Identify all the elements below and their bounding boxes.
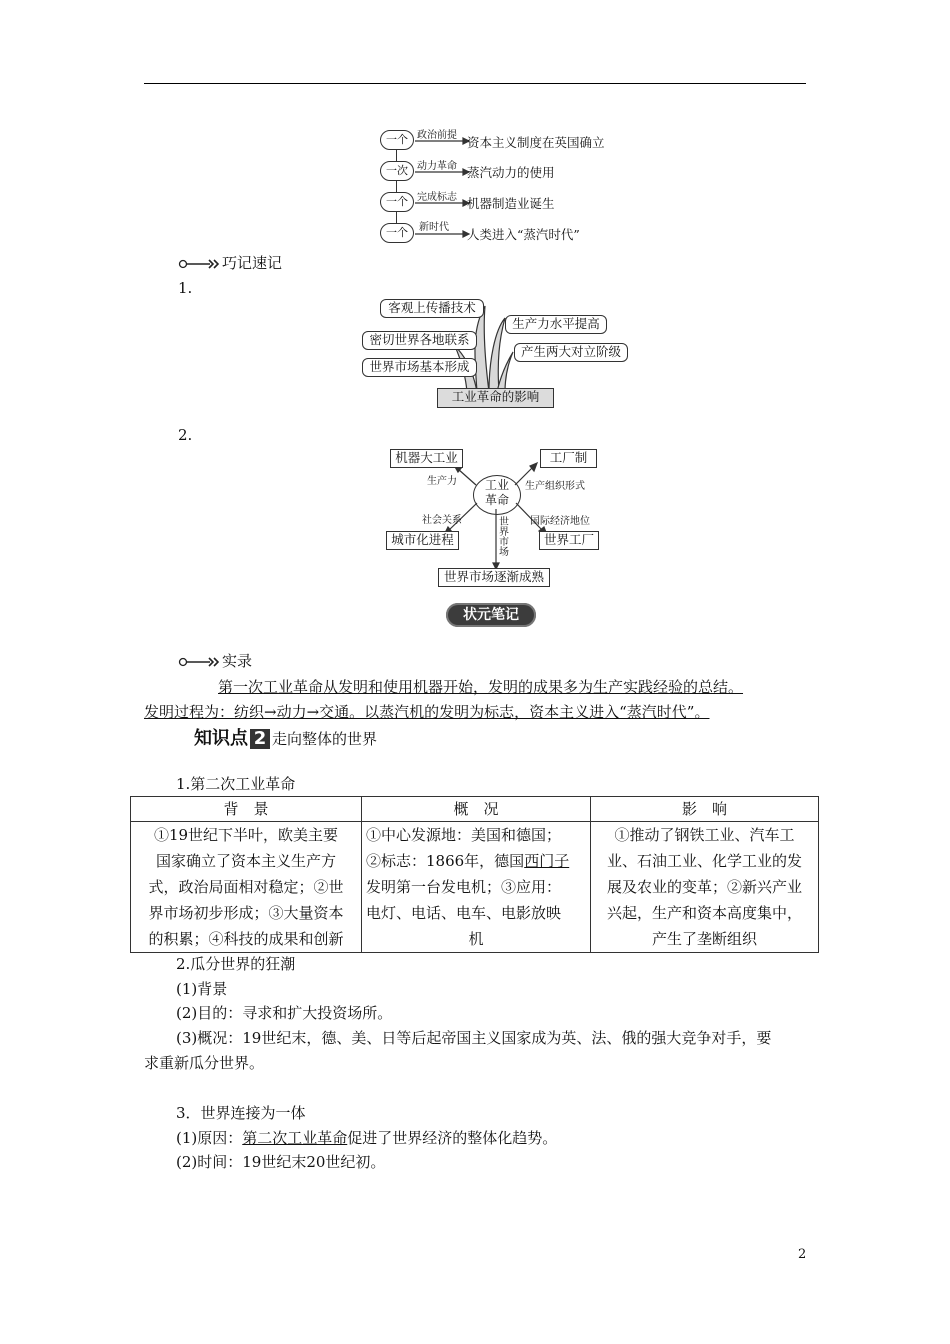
cell-text: ②标志：1866年，德国 xyxy=(366,852,525,870)
paragraph-text: 促进了世界经济的整体化趋势。 xyxy=(347,1129,558,1147)
notes-stamp: 状元笔记 xyxy=(446,603,536,627)
cell-line: 界市场初步形成；③大量资本 xyxy=(148,904,344,922)
table-header-cell: 背 景 xyxy=(131,797,362,822)
cell-line: 电灯、电话、电车、电影放映 xyxy=(366,904,562,922)
shilu-line: 发明过程为：纺织→动力→交通。以蒸汽机的发明为标志，资本主义进入“蒸汽时代”。 xyxy=(144,703,710,721)
mind-map-edge-label: 国际经济地位 xyxy=(530,516,590,527)
paragraph: (2)目的：寻求和扩大投资场所。 xyxy=(176,1004,393,1022)
arrow-bullet-icon xyxy=(178,258,222,270)
paragraph: (3)概况：19世纪末，德、美、日等后起帝国主义国家成为英、法、俄的强大竞争对手，要 xyxy=(176,1029,772,1047)
flow-step-result: 机器制造业诞生 xyxy=(467,196,555,211)
cell-line: 产生了垄断组织 xyxy=(651,930,757,948)
paragraph: 求重新瓜分世界。 xyxy=(144,1054,265,1072)
mind-map-edge-label: 生产力 xyxy=(427,476,457,487)
cell-line: 机 xyxy=(468,930,484,948)
cell-line: ①推动了钢铁工业、汽车工 xyxy=(614,826,795,844)
cell-line: 式，政治局面相对稳定；②世 xyxy=(148,878,344,896)
mind-map-edge-label: 社会关系 xyxy=(422,515,462,526)
memo-item-number: 2. xyxy=(178,426,193,444)
paragraph: (2)时间：19世纪末20世纪初。 xyxy=(176,1153,386,1171)
shilu-line: 第一次工业革命从发明和使用机器开始，发明的成果多为生产实践经验的总结。 xyxy=(218,678,744,696)
section-heading xyxy=(194,724,377,750)
cell-line xyxy=(366,848,586,874)
tree-leaf-box: 生产力水平提高 xyxy=(505,315,607,334)
flow-step-result: 蒸汽动力的使用 xyxy=(467,165,555,180)
flow-step-result: 人类进入“蒸汽时代” xyxy=(467,227,580,242)
flow-step-label: 动力革命 xyxy=(417,161,457,172)
cell-line: 的积累；④科技的成果和创新 xyxy=(148,930,344,948)
mind-map-node: 城市化进程 xyxy=(386,531,459,550)
table-header-cell: 概 况 xyxy=(362,797,591,822)
subsection-title: 3．世界连接为一体 xyxy=(176,1104,306,1122)
arrow-bullet-icon xyxy=(178,656,222,668)
section-number-badge: 2 xyxy=(250,729,270,749)
table-header-cell: 影 响 xyxy=(591,797,819,822)
mind-map-center: 工业 革命 xyxy=(473,475,521,515)
cell-line: 业、石油工业、化学工业的发 xyxy=(606,852,802,870)
flow-step-circle: 一个 xyxy=(380,130,414,150)
cell-line: 国家确立了资本主义生产方 xyxy=(155,852,336,870)
flow-step-result: 资本主义制度在英国确立 xyxy=(467,135,605,150)
mind-map-node: 机器大工业 xyxy=(390,449,463,468)
section-tag: 知识点 xyxy=(194,728,248,749)
flow-step-label: 政治前提 xyxy=(417,130,457,141)
section-title: 走向整体的世界 xyxy=(272,730,378,748)
mind-map-edge-label: 生产组织形式 xyxy=(525,481,585,492)
tree-leaf-box: 客观上传播技术 xyxy=(380,299,484,318)
paragraph-underlined-text: 第二次工业革命 xyxy=(242,1129,348,1147)
table-cell-impact xyxy=(591,822,819,953)
mind-map-node: 世界工厂 xyxy=(539,531,599,550)
cell-underlined-text: 西门子 xyxy=(524,852,570,870)
flow-step-circle: 一个 xyxy=(380,192,414,212)
memo-heading-text: 巧记速记 xyxy=(222,254,283,272)
cell-line: 兴起，生产和资本高度集中， xyxy=(606,904,802,922)
table-row xyxy=(131,822,819,953)
table-cell-overview xyxy=(362,822,591,953)
cell-line: 发明第一台发电机；③应用： xyxy=(366,878,562,896)
industrial-revolution-table xyxy=(130,796,819,953)
mind-map-node: 世界市场逐渐成熟 xyxy=(438,568,550,587)
tree-leaf-box: 产生两大对立阶级 xyxy=(514,343,628,362)
flow-step-circle: 一次 xyxy=(380,161,414,181)
memo-heading xyxy=(178,252,282,273)
tree-leaf-box: 世界市场基本形成 xyxy=(362,358,477,377)
cell-line: ①19世纪下半叶，欧美主要 xyxy=(153,826,339,844)
paragraph: (1)背景 xyxy=(176,980,228,998)
shilu-heading-text: 实录 xyxy=(222,652,253,670)
shilu-heading xyxy=(178,650,252,671)
paragraph-text: (1)原因： xyxy=(176,1129,243,1147)
tree-base-box: 工业革命的影响 xyxy=(437,388,554,408)
memo-item-number: 1. xyxy=(178,279,193,297)
cell-line: ①中心发源地：美国和德国； xyxy=(366,826,562,844)
subsection-title: 1.第二次工业革命 xyxy=(176,775,296,793)
cell-line: 展及农业的变革；②新兴产业 xyxy=(606,878,802,896)
subsection-title: 2.瓜分世界的狂潮 xyxy=(176,955,296,973)
flow-step-label: 完成标志 xyxy=(417,192,457,203)
flow-step-label: 新时代 xyxy=(419,222,449,233)
flow-step-circle: 一个 xyxy=(380,223,414,243)
table-cell-background xyxy=(131,822,362,953)
table-header-row xyxy=(131,797,819,822)
mind-map-node: 工厂制 xyxy=(540,449,597,468)
flow-arrows xyxy=(413,130,473,245)
top-rule xyxy=(144,83,806,84)
mind-map-edge-label: 世界市场 xyxy=(499,517,509,558)
paragraph xyxy=(176,1127,557,1148)
page-number: 2 xyxy=(798,1247,807,1262)
tree-leaf-box: 密切世界各地联系 xyxy=(362,331,477,350)
